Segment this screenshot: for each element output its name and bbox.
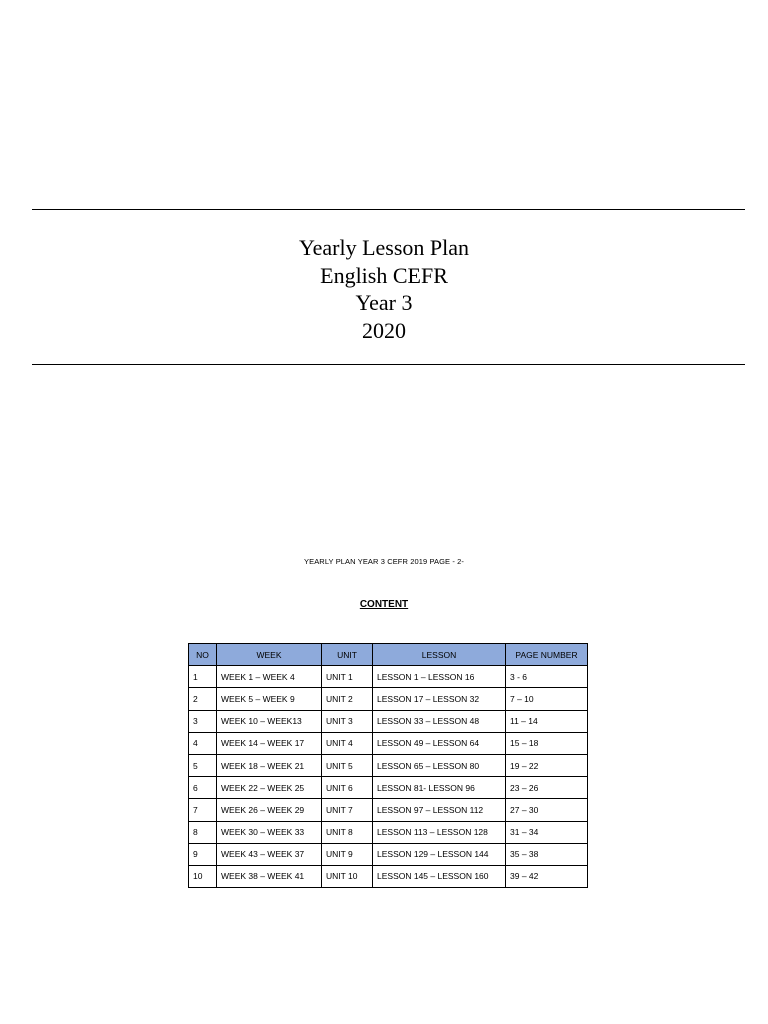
table-cell: WEEK 22 – WEEK 25 bbox=[217, 777, 322, 799]
column-header: PAGE NUMBER bbox=[506, 644, 588, 666]
table-row bbox=[189, 777, 588, 799]
table-body bbox=[189, 666, 588, 888]
table-row bbox=[189, 688, 588, 710]
table-cell: LESSON 113 – LESSON 128 bbox=[373, 821, 506, 843]
table-cell: LESSON 97 – LESSON 112 bbox=[373, 799, 506, 821]
table-cell: 6 bbox=[189, 777, 217, 799]
table-cell: UNIT 6 bbox=[322, 777, 373, 799]
table-cell: UNIT 3 bbox=[322, 710, 373, 732]
column-header: LESSON bbox=[373, 644, 506, 666]
table-cell: UNIT 2 bbox=[322, 688, 373, 710]
table-cell: LESSON 65 – LESSON 80 bbox=[373, 754, 506, 776]
table-cell: WEEK 10 – WEEK13 bbox=[217, 710, 322, 732]
content-heading: CONTENT bbox=[359, 599, 409, 610]
table-row bbox=[189, 732, 588, 754]
table-cell: 9 bbox=[189, 843, 217, 865]
table-cell: WEEK 38 – WEEK 41 bbox=[217, 865, 322, 887]
table-cell: WEEK 43 – WEEK 37 bbox=[217, 843, 322, 865]
table-cell: 1 bbox=[189, 666, 217, 688]
table-cell: 19 – 22 bbox=[506, 754, 588, 776]
table-row bbox=[189, 821, 588, 843]
table-cell: 2 bbox=[189, 688, 217, 710]
table-cell: 7 bbox=[189, 799, 217, 821]
table-cell: UNIT 7 bbox=[322, 799, 373, 821]
table-cell: UNIT 5 bbox=[322, 754, 373, 776]
table-cell: 39 – 42 bbox=[506, 865, 588, 887]
table-cell: 8 bbox=[189, 821, 217, 843]
table-row bbox=[189, 843, 588, 865]
table-row bbox=[189, 799, 588, 821]
table-cell: LESSON 81- LESSON 96 bbox=[373, 777, 506, 799]
title-line: Year 3 bbox=[355, 290, 413, 315]
table-cell: 4 bbox=[189, 732, 217, 754]
table-row bbox=[189, 710, 588, 732]
table-cell: LESSON 17 – LESSON 32 bbox=[373, 688, 506, 710]
table-cell: LESSON 33 – LESSON 48 bbox=[373, 710, 506, 732]
title-bottom-rule bbox=[32, 364, 745, 365]
table-header-row bbox=[189, 644, 588, 666]
table-cell: 23 – 26 bbox=[506, 777, 588, 799]
table-cell: WEEK 1 – WEEK 4 bbox=[217, 666, 322, 688]
running-header: YEARLY PLAN YEAR 3 CEFR 2019 PAGE - 2- bbox=[304, 557, 464, 566]
table-cell: LESSON 49 – LESSON 64 bbox=[373, 732, 506, 754]
table-cell: 15 – 18 bbox=[506, 732, 588, 754]
table-row bbox=[189, 754, 588, 776]
table-row bbox=[189, 666, 588, 688]
table-row bbox=[189, 865, 588, 887]
table-cell: 3 bbox=[189, 710, 217, 732]
table-cell: 7 – 10 bbox=[506, 688, 588, 710]
column-header: UNIT bbox=[322, 644, 373, 666]
table-cell: 27 – 30 bbox=[506, 799, 588, 821]
table-cell: 10 bbox=[189, 865, 217, 887]
table-cell: UNIT 1 bbox=[322, 666, 373, 688]
table-cell: 3 - 6 bbox=[506, 666, 588, 688]
table-cell: WEEK 5 – WEEK 9 bbox=[217, 688, 322, 710]
table-cell: UNIT 10 bbox=[322, 865, 373, 887]
table-cell: WEEK 26 – WEEK 29 bbox=[217, 799, 322, 821]
table-cell: 31 – 34 bbox=[506, 821, 588, 843]
table-cell: WEEK 30 – WEEK 33 bbox=[217, 821, 322, 843]
table-cell: UNIT 9 bbox=[322, 843, 373, 865]
table-cell: UNIT 4 bbox=[322, 732, 373, 754]
table-cell: 11 – 14 bbox=[506, 710, 588, 732]
column-header: WEEK bbox=[217, 644, 322, 666]
title-block bbox=[0, 234, 768, 344]
table-cell: LESSON 129 – LESSON 144 bbox=[373, 843, 506, 865]
title-top-rule bbox=[32, 209, 745, 210]
title-line: 2020 bbox=[362, 317, 406, 343]
contents-table bbox=[188, 643, 588, 888]
table-cell: LESSON 145 – LESSON 160 bbox=[373, 865, 506, 887]
title-line: English CEFR bbox=[320, 262, 448, 288]
column-header: NO bbox=[189, 644, 217, 666]
table-cell: WEEK 18 – WEEK 21 bbox=[217, 754, 322, 776]
table-cell: 35 – 38 bbox=[506, 843, 588, 865]
table-cell: UNIT 8 bbox=[322, 821, 373, 843]
table-cell: 5 bbox=[189, 754, 217, 776]
table-cell: LESSON 1 – LESSON 16 bbox=[373, 666, 506, 688]
table-cell: WEEK 14 – WEEK 17 bbox=[217, 732, 322, 754]
title-line: Yearly Lesson Plan bbox=[298, 235, 470, 260]
